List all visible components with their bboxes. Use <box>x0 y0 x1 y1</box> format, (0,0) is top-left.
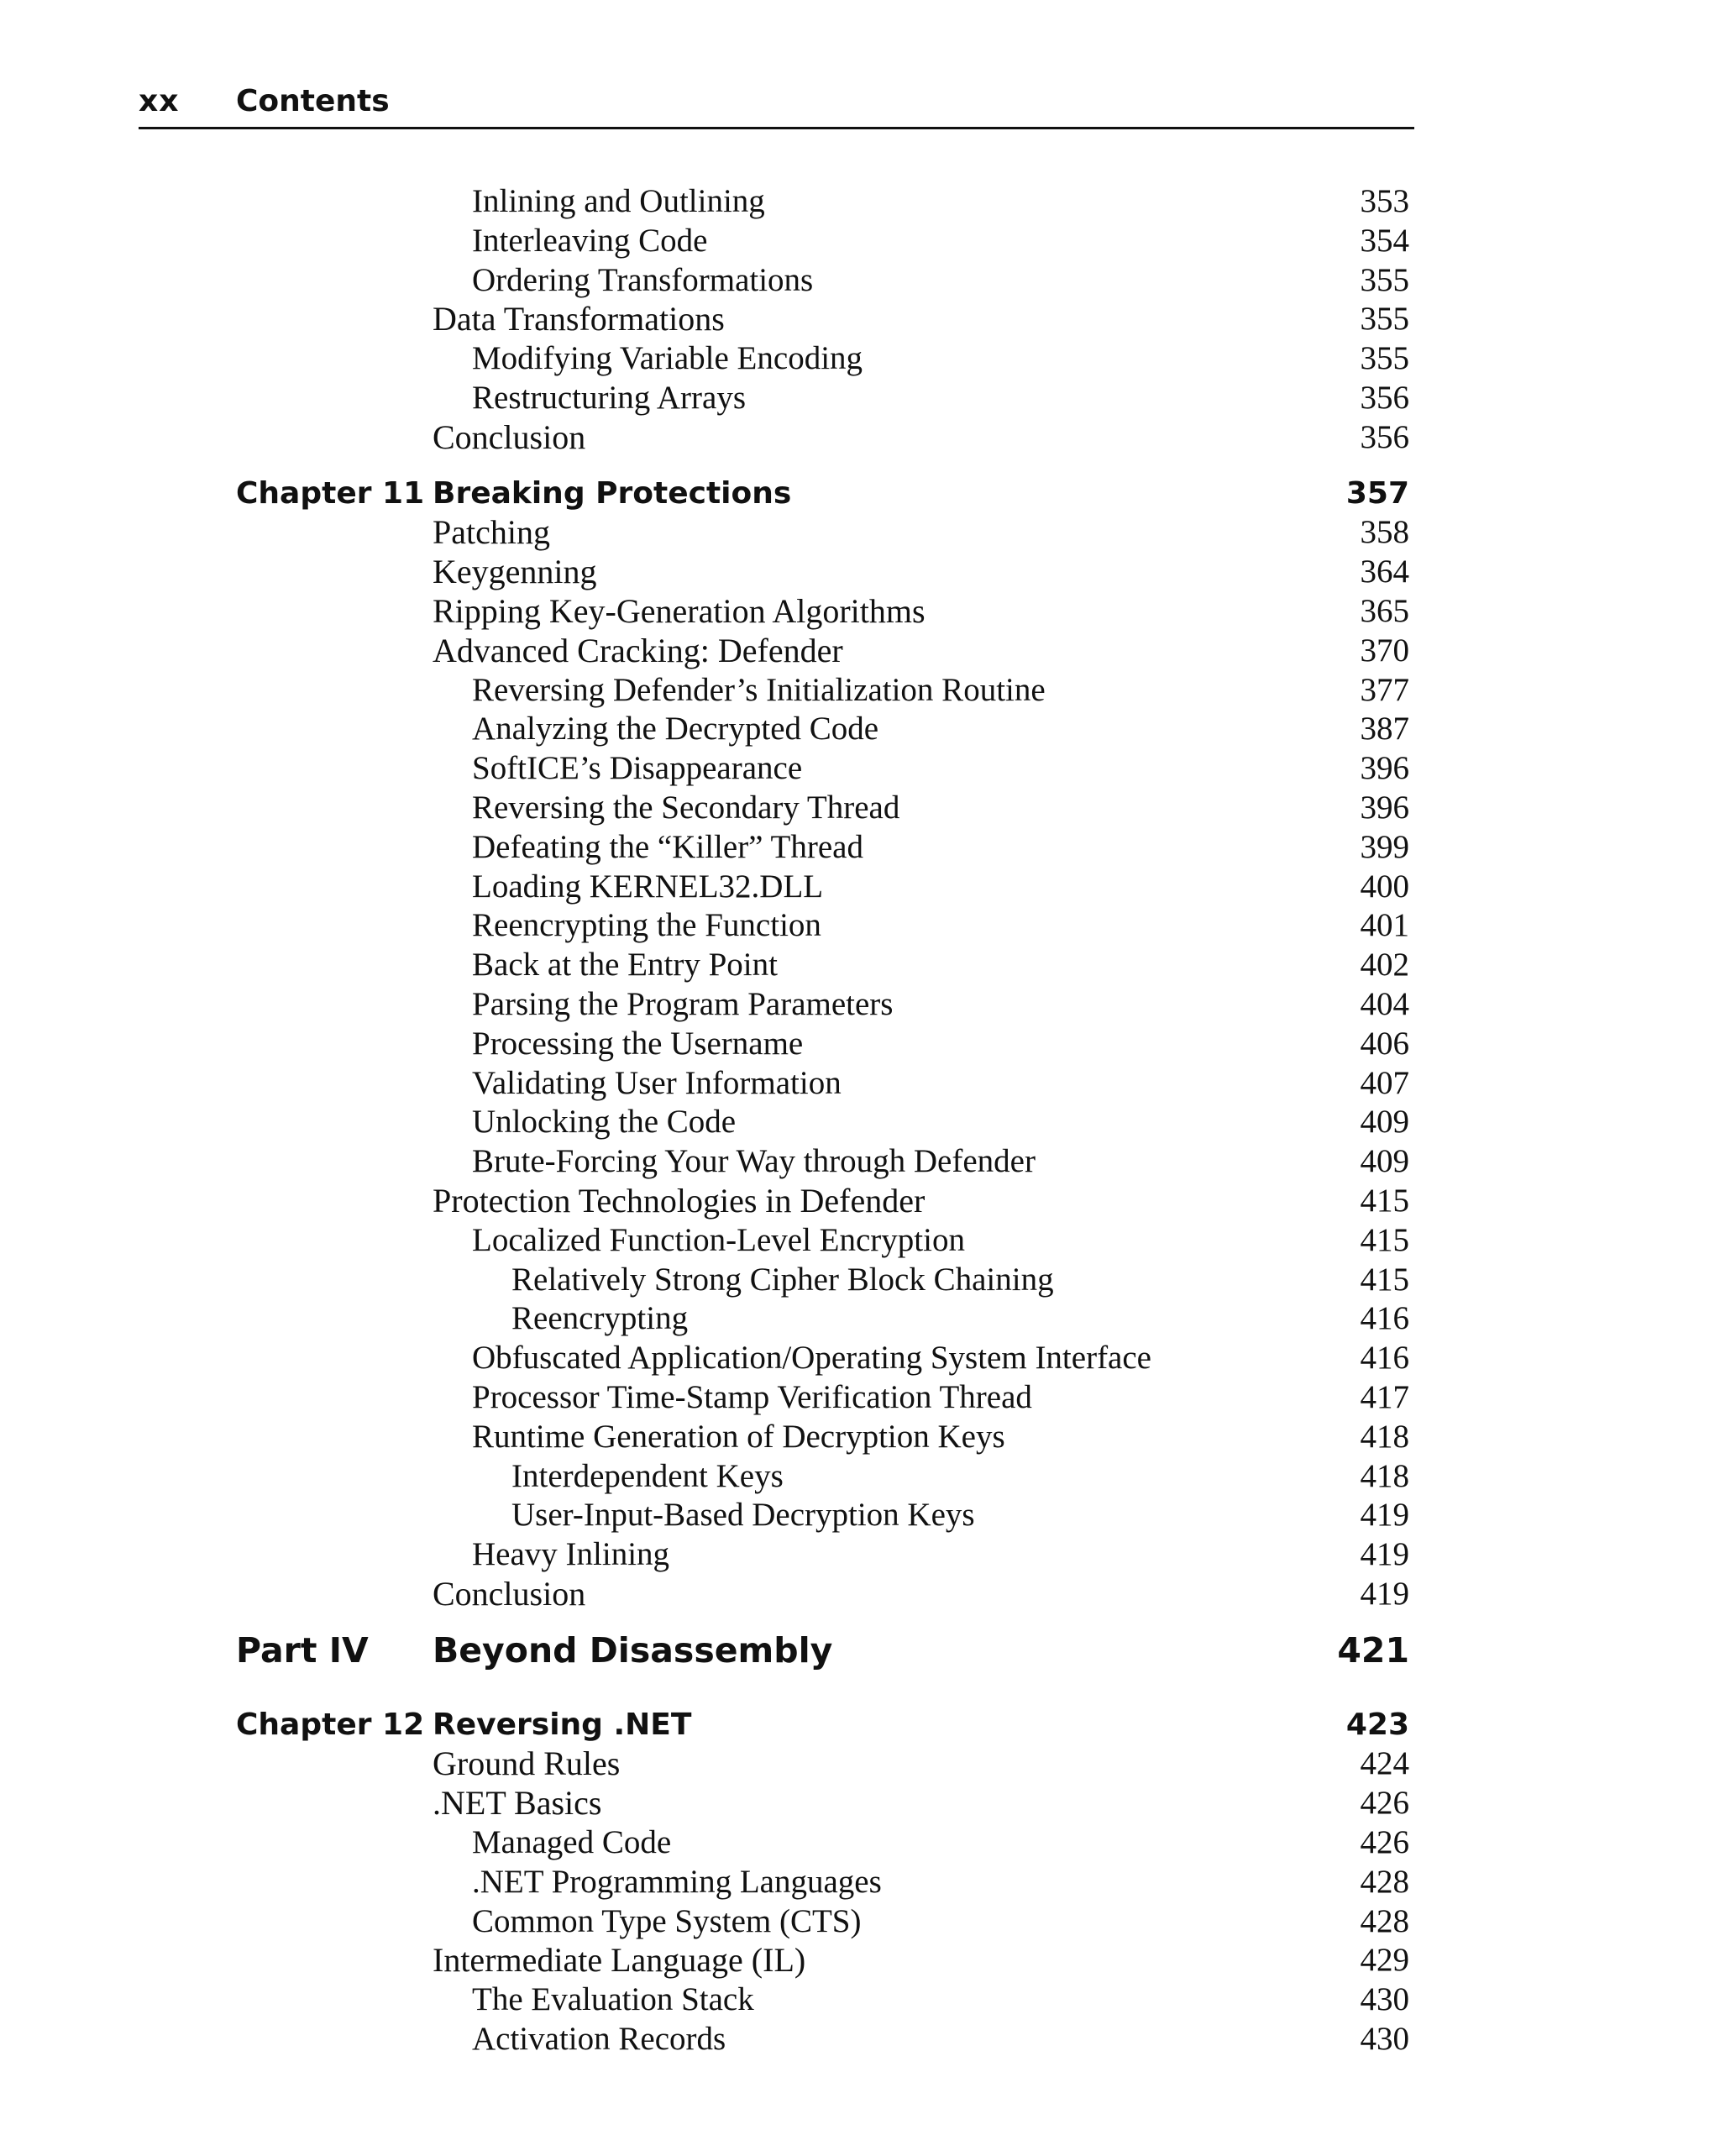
toc-entry-row <box>0 905 1720 947</box>
toc-entry-row <box>0 1494 1720 1536</box>
toc-entry-page: 419 <box>1360 1497 1409 1533</box>
toc-entry-page: 423 <box>1345 1707 1409 1742</box>
toc-entry-row <box>0 944 1720 986</box>
toc-entry-title: Processing the Username <box>472 1026 804 1062</box>
toc-entry-row <box>0 1141 1720 1183</box>
toc-entry-page: 404 <box>1360 986 1409 1022</box>
toc-entry-page: 355 <box>1360 340 1409 376</box>
toc-entry-page: 355 <box>1360 301 1409 337</box>
toc-entry-page: 406 <box>1360 1026 1409 1062</box>
toc-entry-title: Ground Rules <box>433 1744 621 1782</box>
toc-entry-title: Unlocking the Code <box>472 1104 737 1140</box>
running-head-title: Contents <box>236 84 390 118</box>
toc-entry-row <box>0 260 1720 302</box>
toc-entry-row <box>0 1180 1720 1222</box>
toc-entry-page: 356 <box>1360 380 1409 416</box>
toc-entry-title: Runtime Generation of Decryption Keys <box>472 1419 1005 1455</box>
toc-entry-page: 419 <box>1360 1536 1409 1572</box>
toc-entry-row <box>0 1782 1720 1824</box>
toc-entry-page: 355 <box>1360 262 1409 298</box>
toc-entry-title: Obfuscated Application/Operating System Interface <box>472 1340 1151 1376</box>
toc-entry-page: 416 <box>1360 1300 1409 1336</box>
toc-entry-title: Protection Technologies in Defender <box>433 1182 926 1220</box>
toc-entry-page: 399 <box>1360 829 1409 865</box>
toc-entry-page: 401 <box>1360 907 1409 943</box>
toc-entry-title: Reencrypting the Function <box>472 907 821 943</box>
toc-entry-page: 407 <box>1360 1065 1409 1101</box>
toc-entry-title: Parsing the Program Parameters <box>472 986 894 1022</box>
toc-entry-page: 415 <box>1360 1183 1409 1219</box>
toc-entry-title: Patching <box>433 513 550 551</box>
toc-entry-title: Conclusion <box>433 1575 586 1613</box>
toc-entry-page: 396 <box>1360 750 1409 786</box>
toc-entry-title: Reencrypting <box>511 1300 689 1336</box>
page-number: xx <box>139 84 180 118</box>
toc-entry-row <box>0 181 1720 223</box>
toc-entry-title: Conclusion <box>433 418 586 456</box>
toc-entry-title: Keygenning <box>433 553 597 590</box>
toc-entry-page: 364 <box>1360 553 1409 590</box>
toc-entry-page: 370 <box>1360 632 1409 669</box>
toc-entry-row <box>0 630 1720 672</box>
toc-entry-page: 428 <box>1360 1864 1409 1900</box>
toc-entry-row <box>0 1337 1720 1379</box>
toc-entry-title: Beyond Disassembly <box>433 1630 833 1671</box>
toc-entry-row <box>0 298 1720 340</box>
toc-entry-page: 409 <box>1360 1104 1409 1140</box>
toc-entry-row <box>0 1822 1720 1864</box>
toc-entry-page: 415 <box>1360 1222 1409 1258</box>
toc-entry-title: Interleaving Code <box>472 223 708 259</box>
toc-entry-title: Reversing Defender’s Initialization Routine <box>472 672 1046 708</box>
toc-entry-page: 377 <box>1360 672 1409 708</box>
toc-entry-page: 415 <box>1360 1262 1409 1298</box>
toc-entry-title: Managed Code <box>472 1824 672 1860</box>
toc-entry-page: 356 <box>1360 419 1409 455</box>
toc-entry-page: 430 <box>1360 2021 1409 2057</box>
toc-entry-title: Restructuring Arrays <box>472 380 747 416</box>
toc-entry-row <box>0 1298 1720 1340</box>
toc-entry-row <box>0 220 1720 262</box>
toc-entry-row <box>0 984 1720 1026</box>
toc-entry-title: Interdependent Keys <box>511 1458 784 1494</box>
toc-entry-row <box>0 708 1720 750</box>
toc-entry-label: Part IV <box>236 1630 369 1671</box>
toc-entry-page: 417 <box>1360 1379 1409 1415</box>
toc-entry-page: 354 <box>1360 223 1409 259</box>
toc-entry-page: 387 <box>1360 711 1409 747</box>
toc-entry-title: Analyzing the Decrypted Code <box>472 711 879 747</box>
toc-entry-title: Loading KERNEL32.DLL <box>472 868 824 905</box>
toc-entry-title: Validating User Information <box>472 1065 842 1101</box>
toc-entry-title: SoftICE’s Disappearance <box>472 750 803 786</box>
toc-entry-row <box>0 748 1720 789</box>
toc-entry-row <box>0 1743 1720 1785</box>
toc-entry-row <box>0 826 1720 868</box>
toc-entry-page: 428 <box>1360 1903 1409 1939</box>
toc-entry-title: Activation Records <box>472 2021 726 2057</box>
toc-entry-row <box>0 1939 1720 1981</box>
toc-entry-page: 396 <box>1360 789 1409 826</box>
toc-entry-page: 426 <box>1360 1824 1409 1860</box>
toc-entry-title: .NET Programming Languages <box>472 1864 882 1900</box>
toc-entry-title: Relatively Strong Cipher Block Chaining <box>511 1262 1054 1298</box>
toc-entry-page: 358 <box>1360 514 1409 550</box>
toc-entry-row <box>0 551 1720 593</box>
toc-entry-row <box>0 511 1720 553</box>
toc-entry-row <box>0 1220 1720 1262</box>
toc-entry-row <box>0 1023 1720 1065</box>
toc-entry-row <box>0 787 1720 829</box>
toc-entry-title: Reversing the Secondary Thread <box>472 789 900 826</box>
toc-entry-title: Ordering Transformations <box>472 262 814 298</box>
toc-entry-row <box>0 417 1720 459</box>
toc-heading-row <box>0 1629 1720 1671</box>
toc-entry-title: .NET Basics <box>433 1784 602 1822</box>
toc-entry-page: 430 <box>1360 1981 1409 2017</box>
toc-entry-page: 418 <box>1360 1419 1409 1455</box>
toc-entry-row <box>0 2018 1720 2060</box>
toc-entry-page: 424 <box>1360 1745 1409 1781</box>
toc-entry-title: Back at the Entry Point <box>472 947 778 983</box>
toc-entry-row <box>0 377 1720 419</box>
toc-entry-page: 400 <box>1360 868 1409 905</box>
toc-entry-row <box>0 1979 1720 2021</box>
toc-entry-page: 421 <box>1337 1630 1409 1671</box>
toc-entry-title: The Evaluation Stack <box>472 1981 754 2017</box>
toc-entry-title: Processor Time-Stamp Verification Thread <box>472 1379 1032 1415</box>
toc-entry-title: Intermediate Language (IL) <box>433 1941 806 1979</box>
toc-entry-title: User-Input-Based Decryption Keys <box>511 1497 975 1533</box>
toc-entry-row <box>0 1901 1720 1943</box>
toc-entry-page: 357 <box>1345 476 1409 511</box>
toc-entry-label: Chapter 11 <box>236 476 425 511</box>
toc-entry-page: 353 <box>1360 183 1409 219</box>
toc-entry-row <box>0 1534 1720 1576</box>
toc-entry-title: Common Type System (CTS) <box>472 1903 862 1939</box>
toc-entry-row <box>0 1259 1720 1301</box>
toc-entry-page: 409 <box>1360 1143 1409 1179</box>
toc-entry-title: Advanced Cracking: Defender <box>433 632 843 669</box>
toc-entry-label: Chapter 12 <box>236 1707 425 1742</box>
toc-entry-row <box>0 1573 1720 1615</box>
toc-entry-row <box>0 866 1720 908</box>
toc-entry-title: Breaking Protections <box>433 476 792 511</box>
toc-entry-title: Brute-Forcing Your Way through Defender <box>472 1143 1036 1179</box>
toc-entry-page: 426 <box>1360 1785 1409 1821</box>
toc-entry-page: 402 <box>1360 947 1409 983</box>
toc-entry-title: Localized Function-Level Encryption <box>472 1222 965 1258</box>
toc-entry-row <box>0 1377 1720 1419</box>
toc-entry-row <box>0 590 1720 632</box>
toc-entry-row <box>0 1101 1720 1143</box>
toc-entry-page: 429 <box>1360 1942 1409 1978</box>
toc-entry-row <box>0 669 1720 711</box>
toc-entry-title: Data Transformations <box>433 300 725 338</box>
toc-entry-title: Modifying Variable Encoding <box>472 340 863 376</box>
toc-entry-page: 419 <box>1360 1576 1409 1612</box>
toc-entry-row <box>0 1416 1720 1458</box>
toc-entry-row <box>0 1861 1720 1903</box>
toc-entry-title: Inlining and Outlining <box>472 183 765 219</box>
toc-entry-page: 365 <box>1360 593 1409 629</box>
toc-entry-row <box>0 1062 1720 1104</box>
toc-entry-title: Reversing .NET <box>433 1707 692 1742</box>
toc-heading-row <box>0 1704 1720 1746</box>
toc-entry-title: Heavy Inlining <box>472 1536 670 1572</box>
toc-entry-row <box>0 1456 1720 1498</box>
toc-entry-page: 416 <box>1360 1340 1409 1376</box>
toc-entry-title: Ripping Key-Generation Algorithms <box>433 592 926 630</box>
toc-entry-page: 418 <box>1360 1458 1409 1494</box>
toc-entry-title: Defeating the “Killer” Thread <box>472 829 863 865</box>
toc-heading-row <box>0 473 1720 515</box>
toc-entry-row <box>0 338 1720 380</box>
